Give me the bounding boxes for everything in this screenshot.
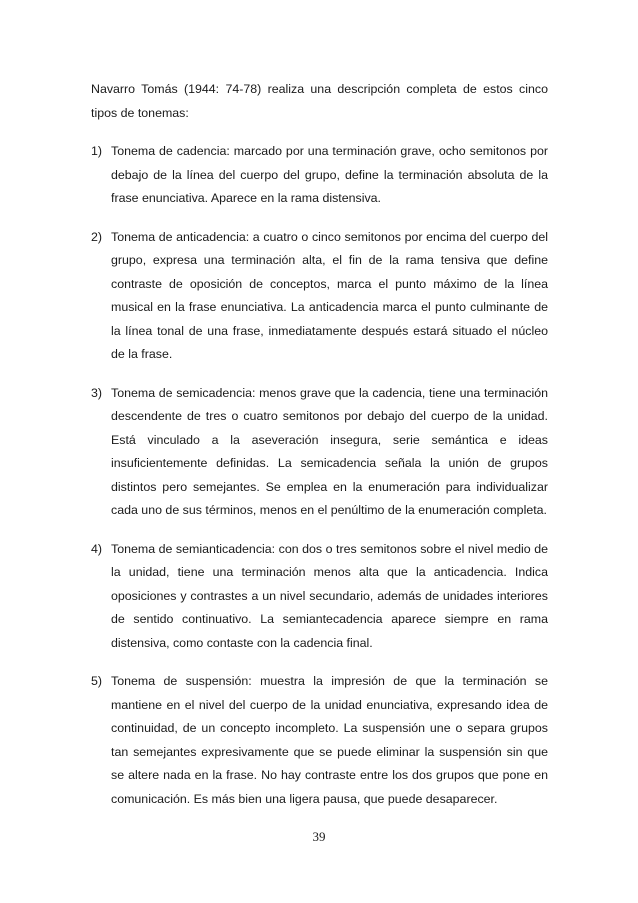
list-item-text: Tonema de suspensión: muestra la impresión de que la terminación se mantiene en el nivel del cuerpo de la unidad enunciativa, expresando idea de continuidad, de un concepto incompleto. La suspensión une o separa grupos tan semejantes expresivamente que se puede eliminar la suspensión sin que se altere nada en la frase. No hay contraste entre los dos grupos que pone en comunicación. Es más bien una ligera pausa, que puede desaparecer. <box>111 674 548 806</box>
list-item <box>91 140 548 211</box>
list-item-number: 3) <box>91 385 103 400</box>
intro-paragraph: Navarro Tomás (1944: 74-78) realiza una descripción completa de estos cinco tipos de tonemas: <box>91 82 548 120</box>
list-item-number: 4) <box>91 541 103 556</box>
list-item-number: 5) <box>91 674 103 688</box>
list-item-text: Tonema de cadencia: marcado por una terminación grave, ocho semitonos por debajo de la línea del cuerpo del grupo, define la terminación absoluta de la frase enunciativa. Aparece en la rama distensiva. <box>111 144 548 205</box>
page-number: 39 <box>312 829 326 844</box>
list-item-text: Tonema de semicadencia: menos grave que la cadencia, tiene una terminación descendente de tres o cuatro semitonos por debajo del cuerpo de la unidad. Está vinculado a la aseveración insegura, serie semántica e ideas insuficientemente definidas. La semicadencia señala la unión de grupos distintos pero semejantes. Se emplea en la enumeración para individualizar cada uno de sus términos, menos en el penúltimo de la enumeración completa. <box>111 385 548 517</box>
list-item <box>91 382 548 523</box>
list-item <box>91 538 548 656</box>
list-item-number: 1) <box>91 144 103 158</box>
page-body <box>91 78 548 826</box>
list-item <box>91 670 548 811</box>
list-item-number: 2) <box>91 229 103 244</box>
list-item-text: Tonema de semianticadencia: con dos o tres semitonos sobre el nivel medio de la unidad, tiene una terminación menos alta que la anticadencia. Indica oposiciones y contrastes a un nivel secundario, además de unidades interiores de sentido continuativo. La semiantecadencia aparece siempre en rama distensiva, como contaste con la cadencia final. <box>111 541 548 650</box>
tonema-list <box>91 140 548 811</box>
list-item <box>91 226 548 367</box>
list-item-text: Tonema de anticadencia: a cuatro o cinco semitonos por encima del cuerpo del grupo, expresa una terminación alta, el fin de la rama tensiva que define contraste de oposición de conceptos, marca el punto máximo de la línea musical en la frase enunciativa. La anticadencia marca el punto culminante de la línea tonal de una frase, inmediatamente después estará situado el núcleo de la frase. <box>111 229 548 361</box>
